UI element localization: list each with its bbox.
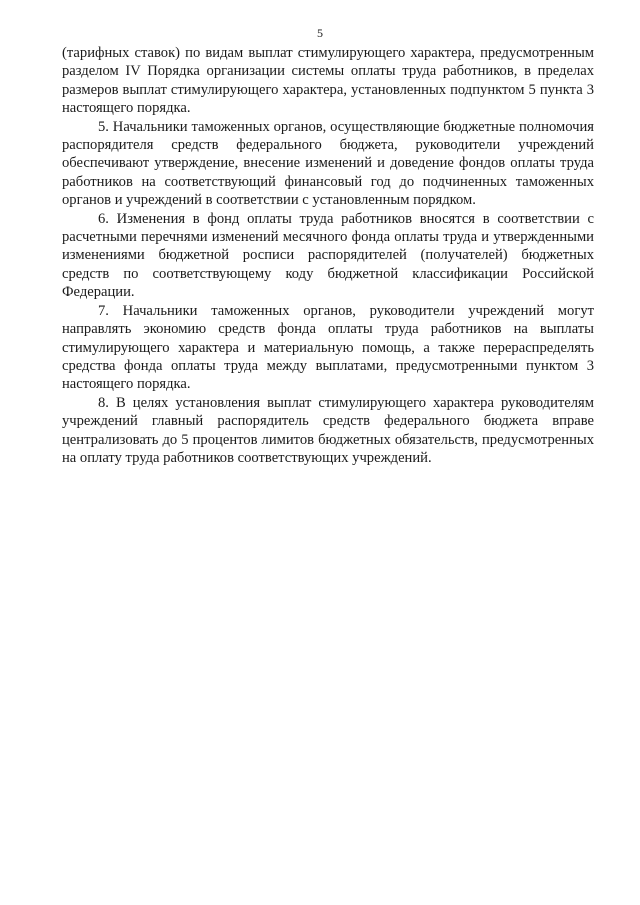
paragraph-item-5: 5. Начальники таможенных органов, осуществляющие бюджетные полномочия распорядителя средств федерального бюджета, руководители учреждений обеспечивают утверждение, внесение изменений и доведение фондов оплаты труда работников на соответствующий финансовый год до подчиненных таможенных органов и учреждений в соответствии с установленным порядком. — [62, 118, 594, 209]
paragraph-item-8: 8. В целях установления выплат стимулирующего характера руководителям учреждений главный распорядитель средств федерального бюджета вправе централизовать до 5 процентов лимитов бюджетных обязательств, предусмотренных на оплату труда работников соответствующих учреждений. — [62, 394, 594, 466]
paragraph-continuation: (тарифных ставок) по видам выплат стимулирующего характера, предусмотренным разделом IV Порядка организации системы оплаты труда работников, в пределах размеров выплат стимулирующего характера, установленных подпунктом 5 пункта 3 настоящего порядка. — [62, 45, 594, 117]
page-number: 5 — [317, 26, 323, 40]
paragraph-item-6: 6. Изменения в фонд оплаты труда работников вносятся в соответствии с расчетными перечнями изменений месячного фонда оплаты труда и утвержденными изменениями бюджетной росписи распорядителей (получателей) бюджетных средств по соответствующему коду бюджетной классификации Российской Федерации. — [62, 210, 594, 301]
document-body — [62, 44, 594, 467]
paragraph-item-7: 7. Начальники таможенных органов, руководители учреждений могут направлять экономию средств фонда оплаты труда работников на выплаты стимулирующего характера и материальную помощь, а также перераспределять средства фонда оплаты труда между выплатами, предусмотренными пунктом 3 настоящего порядка. — [62, 302, 594, 393]
